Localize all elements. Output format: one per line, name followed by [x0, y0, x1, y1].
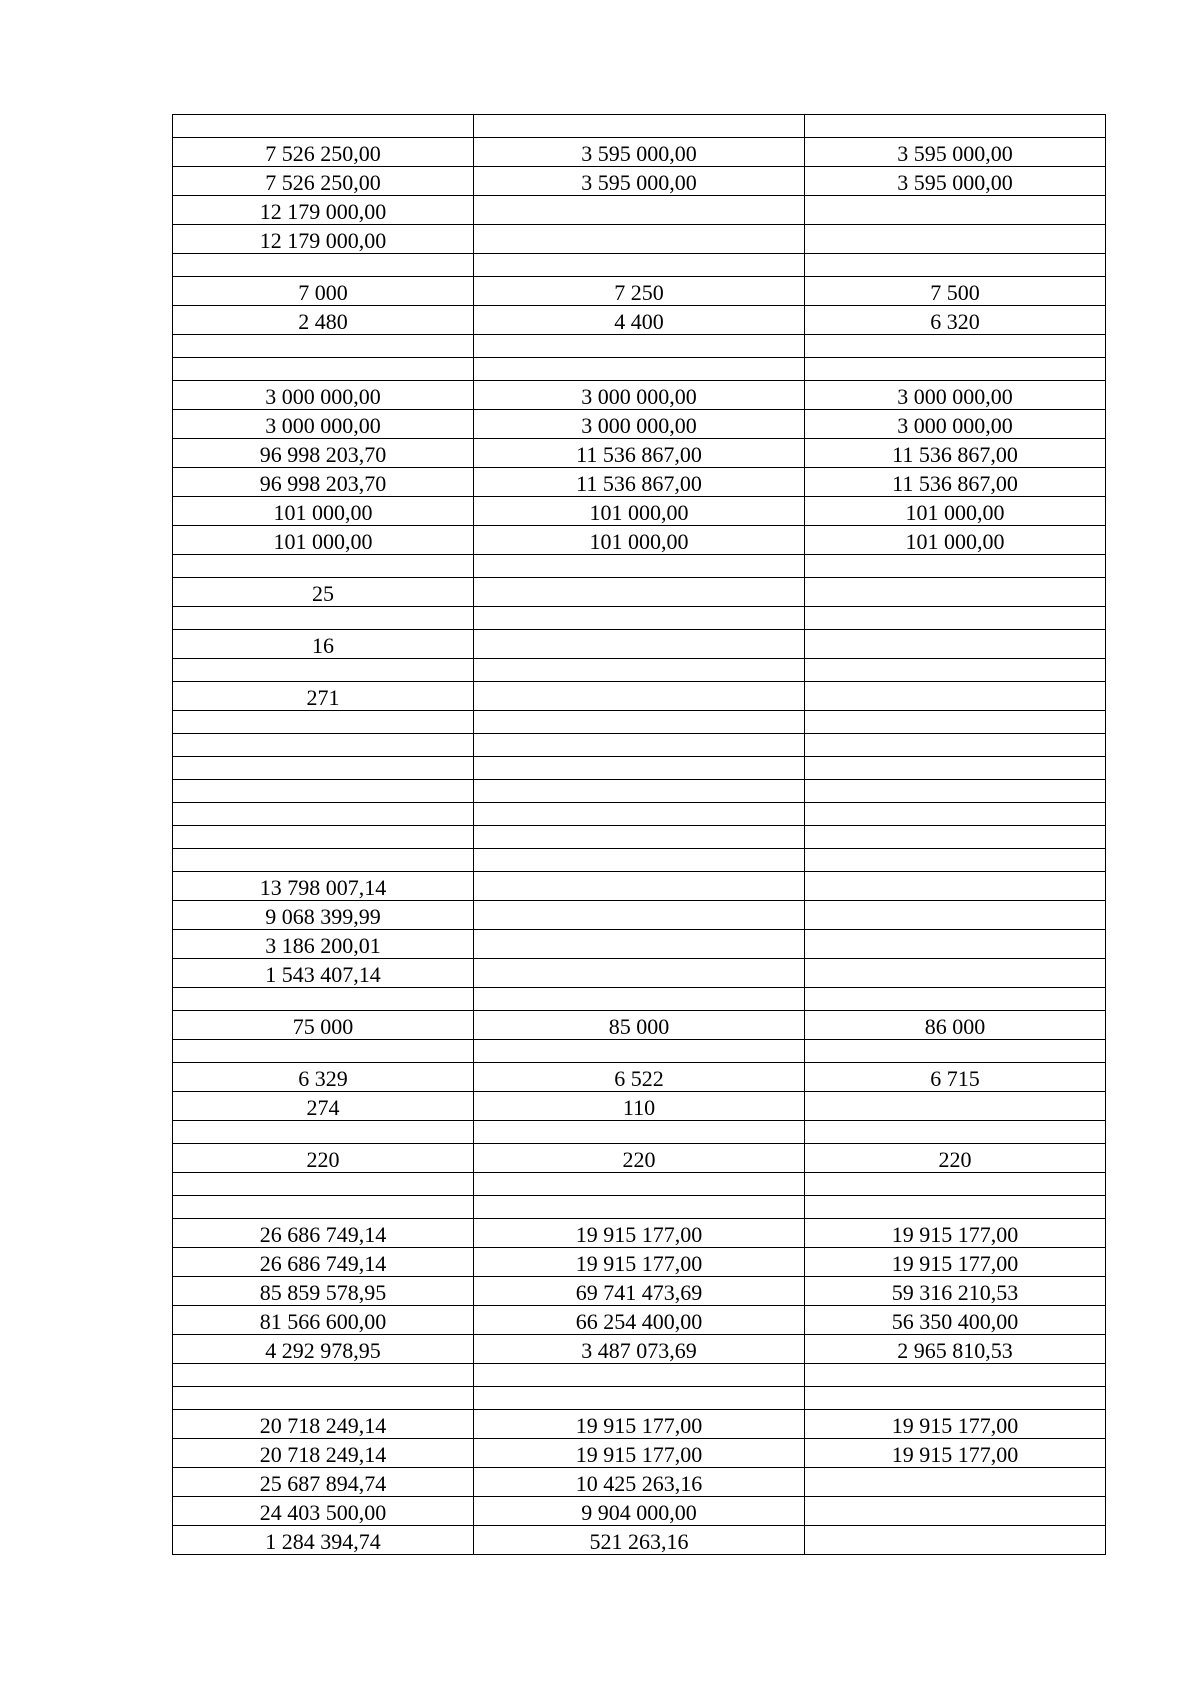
table-cell	[474, 254, 805, 277]
table-cell: 4 400	[474, 306, 805, 335]
table-cell: 6 329	[173, 1063, 474, 1092]
table-row	[173, 167, 1106, 196]
table-cell	[474, 1387, 805, 1410]
table-cell: 69 741 473,69	[474, 1277, 805, 1306]
table-cell: 101 000,00	[805, 497, 1106, 526]
table-cell: 101 000,00	[474, 497, 805, 526]
table-cell: 3 000 000,00	[173, 381, 474, 410]
table-cell: 1 284 394,74	[173, 1526, 474, 1555]
table-cell: 16	[173, 630, 474, 659]
table-cell: 220	[474, 1144, 805, 1173]
table-cell: 274	[173, 1092, 474, 1121]
table-row	[173, 803, 1106, 826]
table-cell	[173, 826, 474, 849]
table-cell	[474, 959, 805, 988]
table-cell: 6 522	[474, 1063, 805, 1092]
table-cell: 96 998 203,70	[173, 439, 474, 468]
table-cell: 2 480	[173, 306, 474, 335]
table-cell: 7 500	[805, 277, 1106, 306]
table-cell	[173, 757, 474, 780]
table-cell	[474, 734, 805, 757]
table-cell	[805, 358, 1106, 381]
table-cell	[805, 734, 1106, 757]
table-cell	[805, 1196, 1106, 1219]
table-cell	[805, 988, 1106, 1011]
table-cell: 3 595 000,00	[805, 138, 1106, 167]
table-cell: 20 718 249,14	[173, 1439, 474, 1468]
table-cell: 85 859 578,95	[173, 1277, 474, 1306]
table-cell	[173, 1121, 474, 1144]
table-cell	[474, 1173, 805, 1196]
table-cell	[805, 1121, 1106, 1144]
table-row	[173, 1387, 1106, 1410]
table-row	[173, 1248, 1106, 1277]
table-row	[173, 682, 1106, 711]
table-row	[173, 439, 1106, 468]
table-row	[173, 630, 1106, 659]
table-row	[173, 1219, 1106, 1248]
table-cell: 3 595 000,00	[474, 138, 805, 167]
table-cell	[474, 196, 805, 225]
table-cell	[474, 115, 805, 138]
table-row	[173, 578, 1106, 607]
table-cell: 110	[474, 1092, 805, 1121]
table-cell: 11 536 867,00	[474, 468, 805, 497]
table-row	[173, 872, 1106, 901]
table-row	[173, 711, 1106, 734]
table-row	[173, 1092, 1106, 1121]
table-cell: 3 000 000,00	[474, 381, 805, 410]
table-row	[173, 555, 1106, 578]
table-cell: 3 000 000,00	[805, 410, 1106, 439]
table-cell: 81 566 600,00	[173, 1306, 474, 1335]
table-cell	[805, 711, 1106, 734]
table-cell	[474, 555, 805, 578]
table-row	[173, 1526, 1106, 1555]
table-cell	[805, 630, 1106, 659]
table-row	[173, 757, 1106, 780]
table-row	[173, 115, 1106, 138]
table-row	[173, 1144, 1106, 1173]
table-cell: 24 403 500,00	[173, 1497, 474, 1526]
table-cell	[173, 659, 474, 682]
table-cell: 7 526 250,00	[173, 167, 474, 196]
table-cell: 85 000	[474, 1011, 805, 1040]
table-cell	[805, 607, 1106, 630]
table-cell: 11 536 867,00	[805, 468, 1106, 497]
table-row	[173, 1439, 1106, 1468]
table-cell	[474, 607, 805, 630]
table-cell	[474, 872, 805, 901]
table-cell: 11 536 867,00	[805, 439, 1106, 468]
data-table	[172, 114, 1106, 1555]
table-row	[173, 1277, 1106, 1306]
table-cell: 220	[805, 1144, 1106, 1173]
table-row	[173, 1196, 1106, 1219]
table-row	[173, 734, 1106, 757]
table-cell	[173, 849, 474, 872]
table-cell: 101 000,00	[173, 526, 474, 555]
table-cell: 86 000	[805, 1011, 1106, 1040]
table-cell: 3 186 200,01	[173, 930, 474, 959]
table-cell: 20 718 249,14	[173, 1410, 474, 1439]
table-row	[173, 959, 1106, 988]
table-row	[173, 381, 1106, 410]
table-cell	[173, 335, 474, 358]
table-row	[173, 497, 1106, 526]
table-cell: 7 526 250,00	[173, 138, 474, 167]
table-row	[173, 254, 1106, 277]
table-cell: 10 425 263,16	[474, 1468, 805, 1497]
table-cell	[805, 1092, 1106, 1121]
table-cell	[173, 1040, 474, 1063]
table-cell: 19 915 177,00	[474, 1439, 805, 1468]
table-row	[173, 1063, 1106, 1092]
table-cell: 25 687 894,74	[173, 1468, 474, 1497]
table-row	[173, 607, 1106, 630]
table-cell: 101 000,00	[805, 526, 1106, 555]
table-cell: 19 915 177,00	[474, 1248, 805, 1277]
table-cell	[474, 1040, 805, 1063]
table-row	[173, 826, 1106, 849]
table-cell: 12 179 000,00	[173, 196, 474, 225]
table-cell	[805, 959, 1106, 988]
table-cell	[805, 803, 1106, 826]
table-cell	[474, 930, 805, 959]
table-cell: 19 915 177,00	[474, 1219, 805, 1248]
table-cell: 3 000 000,00	[805, 381, 1106, 410]
table-cell	[474, 757, 805, 780]
table-cell	[805, 578, 1106, 607]
table-cell: 3 000 000,00	[474, 410, 805, 439]
table-row	[173, 1306, 1106, 1335]
table-cell	[474, 225, 805, 254]
table-cell	[805, 1364, 1106, 1387]
table-cell	[474, 1196, 805, 1219]
table-cell: 6 320	[805, 306, 1106, 335]
table-cell	[474, 711, 805, 734]
table-cell	[805, 225, 1106, 254]
table-cell	[805, 1526, 1106, 1555]
table-cell: 12 179 000,00	[173, 225, 474, 254]
table-row	[173, 1468, 1106, 1497]
table-cell	[805, 757, 1106, 780]
table-row	[173, 358, 1106, 381]
table-cell: 4 292 978,95	[173, 1335, 474, 1364]
table-cell	[805, 1497, 1106, 1526]
table-cell	[474, 988, 805, 1011]
table-cell: 3 595 000,00	[474, 167, 805, 196]
table-cell	[474, 682, 805, 711]
table-row	[173, 225, 1106, 254]
table-row	[173, 1040, 1106, 1063]
table-cell: 9 068 399,99	[173, 901, 474, 930]
table-cell: 25	[173, 578, 474, 607]
table-cell	[173, 555, 474, 578]
table-cell	[173, 988, 474, 1011]
table-cell: 9 904 000,00	[474, 1497, 805, 1526]
table-row	[173, 988, 1106, 1011]
table-cell	[173, 115, 474, 138]
table-cell: 13 798 007,14	[173, 872, 474, 901]
table-cell	[805, 901, 1106, 930]
table-cell	[173, 1364, 474, 1387]
table-row	[173, 1497, 1106, 1526]
table-cell	[805, 930, 1106, 959]
table-cell: 19 915 177,00	[805, 1439, 1106, 1468]
table-cell	[805, 826, 1106, 849]
table-cell: 101 000,00	[474, 526, 805, 555]
table-cell: 96 998 203,70	[173, 468, 474, 497]
table-cell	[173, 711, 474, 734]
table-cell: 220	[173, 1144, 474, 1173]
table-cell: 66 254 400,00	[474, 1306, 805, 1335]
table-cell	[805, 659, 1106, 682]
table-cell	[805, 1173, 1106, 1196]
table-row	[173, 196, 1106, 225]
table-cell	[474, 849, 805, 872]
table-row	[173, 306, 1106, 335]
table-row	[173, 849, 1106, 872]
table-cell: 3 487 073,69	[474, 1335, 805, 1364]
table-cell: 2 965 810,53	[805, 1335, 1106, 1364]
table-row	[173, 277, 1106, 306]
table-row	[173, 1121, 1106, 1144]
table-cell	[474, 358, 805, 381]
table-cell	[805, 555, 1106, 578]
table-cell	[474, 335, 805, 358]
table-cell	[805, 115, 1106, 138]
table-cell	[173, 607, 474, 630]
table-row	[173, 1011, 1106, 1040]
table-cell: 19 915 177,00	[805, 1248, 1106, 1277]
table-cell	[805, 1468, 1106, 1497]
table-row	[173, 526, 1106, 555]
table-cell	[474, 803, 805, 826]
table-cell	[474, 901, 805, 930]
table-cell	[474, 1121, 805, 1144]
table-cell	[474, 1364, 805, 1387]
table-row	[173, 138, 1106, 167]
table-row	[173, 410, 1106, 439]
table-cell: 7 250	[474, 277, 805, 306]
table-cell	[173, 1387, 474, 1410]
table-row	[173, 930, 1106, 959]
table-row	[173, 468, 1106, 497]
table-row	[173, 335, 1106, 358]
table-row	[173, 1364, 1106, 1387]
table-cell	[474, 630, 805, 659]
table-cell	[805, 1040, 1106, 1063]
table-cell	[805, 335, 1106, 358]
table-cell	[173, 1173, 474, 1196]
table-cell	[173, 358, 474, 381]
table-cell: 3 595 000,00	[805, 167, 1106, 196]
table-cell	[805, 196, 1106, 225]
table-cell: 6 715	[805, 1063, 1106, 1092]
table-cell: 26 686 749,14	[173, 1219, 474, 1248]
table-cell	[173, 734, 474, 757]
table-body	[173, 115, 1106, 1555]
table-cell: 19 915 177,00	[805, 1219, 1106, 1248]
table-cell: 7 000	[173, 277, 474, 306]
table-cell	[805, 1387, 1106, 1410]
table-row	[173, 1410, 1106, 1439]
table-cell	[474, 780, 805, 803]
table-cell	[474, 826, 805, 849]
table-cell	[805, 872, 1106, 901]
table-row	[173, 780, 1106, 803]
table-cell	[805, 254, 1106, 277]
table-cell	[173, 780, 474, 803]
table-cell: 11 536 867,00	[474, 439, 805, 468]
table-row	[173, 1173, 1106, 1196]
table-cell	[805, 682, 1106, 711]
table-cell: 19 915 177,00	[474, 1410, 805, 1439]
table-cell	[173, 1196, 474, 1219]
table-cell: 3 000 000,00	[173, 410, 474, 439]
table-row	[173, 1335, 1106, 1364]
table-cell	[805, 780, 1106, 803]
table-cell: 101 000,00	[173, 497, 474, 526]
table-cell	[805, 849, 1106, 872]
table-cell	[173, 254, 474, 277]
table-cell	[474, 659, 805, 682]
table-cell: 521 263,16	[474, 1526, 805, 1555]
table-cell: 56 350 400,00	[805, 1306, 1106, 1335]
table-cell	[474, 578, 805, 607]
table-cell: 19 915 177,00	[805, 1410, 1106, 1439]
table-cell	[173, 803, 474, 826]
table-row	[173, 901, 1106, 930]
table-cell: 59 316 210,53	[805, 1277, 1106, 1306]
table-cell: 271	[173, 682, 474, 711]
table-row	[173, 659, 1106, 682]
table-cell: 1 543 407,14	[173, 959, 474, 988]
table-cell: 26 686 749,14	[173, 1248, 474, 1277]
table-cell: 75 000	[173, 1011, 474, 1040]
